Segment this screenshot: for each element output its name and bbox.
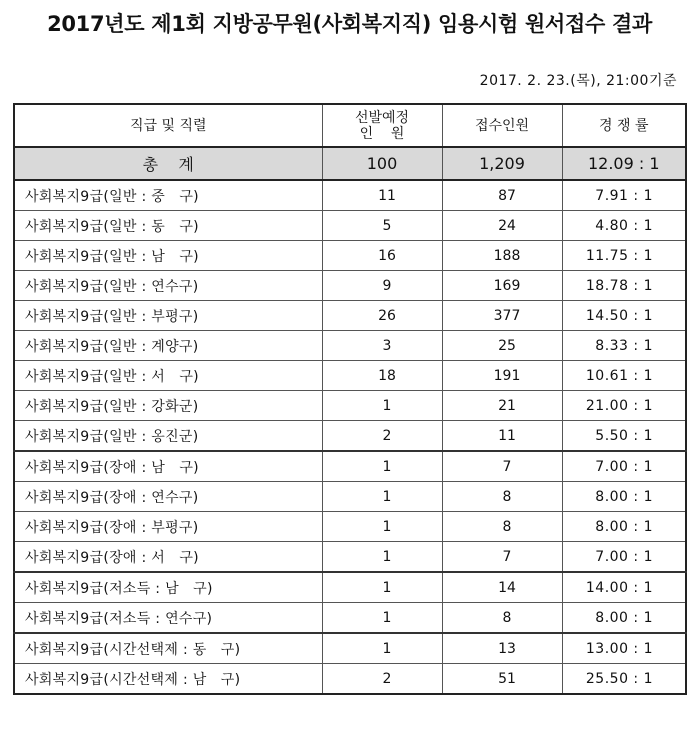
- table-row: [14, 271, 686, 301]
- row-rate: 14.50 : 1: [562, 301, 686, 331]
- table-row: [14, 331, 686, 361]
- row-position: 사회복지9급(일반 : 연수구): [14, 271, 322, 301]
- row-position: 사회복지9급(일반 : 강화군): [14, 391, 322, 421]
- row-rate: 8.00 : 1: [562, 482, 686, 512]
- row-quota: 5: [322, 211, 442, 241]
- row-applicants: 8: [442, 482, 562, 512]
- table-row: [14, 301, 686, 331]
- row-rate: 13.00 : 1: [562, 633, 686, 664]
- total-label: 총 계: [14, 147, 322, 180]
- row-applicants: 24: [442, 211, 562, 241]
- table-row: [14, 391, 686, 421]
- row-rate: 7.91 : 1: [562, 180, 686, 211]
- row-quota: 2: [322, 421, 442, 452]
- table-row: [14, 421, 686, 452]
- row-applicants: 377: [442, 301, 562, 331]
- table-row: [14, 361, 686, 391]
- header-quota-line1: 선발예정: [354, 109, 410, 126]
- row-quota: 16: [322, 241, 442, 271]
- table-row: [14, 633, 686, 664]
- data-rows: [14, 180, 686, 694]
- row-quota: 18: [322, 361, 442, 391]
- row-quota: 1: [322, 572, 442, 603]
- table-row: [14, 482, 686, 512]
- row-position: 사회복지9급(장애 : 서 구): [14, 542, 322, 573]
- row-position: 사회복지9급(저소득 : 남 구): [14, 572, 322, 603]
- row-quota: 1: [322, 482, 442, 512]
- row-quota: 2: [322, 664, 442, 695]
- row-quota: 11: [322, 180, 442, 211]
- total-quota: 100: [322, 147, 442, 180]
- row-applicants: 8: [442, 603, 562, 634]
- row-quota: 1: [322, 603, 442, 634]
- header-quota-line2: 인 원: [359, 125, 405, 142]
- row-quota: 9: [322, 271, 442, 301]
- row-position: 사회복지9급(일반 : 서 구): [14, 361, 322, 391]
- row-applicants: 14: [442, 572, 562, 603]
- row-position: 사회복지9급(시간선택제 : 동 구): [14, 633, 322, 664]
- row-rate: 4.80 : 1: [562, 211, 686, 241]
- table-row: [14, 180, 686, 211]
- row-applicants: 169: [442, 271, 562, 301]
- header-row: [14, 104, 686, 147]
- row-quota: 1: [322, 633, 442, 664]
- row-position: 사회복지9급(일반 : 동 구): [14, 211, 322, 241]
- header-quota: [322, 104, 442, 147]
- row-position: 사회복지9급(시간선택제 : 남 구): [14, 664, 322, 695]
- row-applicants: 7: [442, 542, 562, 573]
- reference-date: 2017. 2. 23.(목), 21:00기준: [479, 73, 677, 89]
- row-rate: 10.61 : 1: [562, 361, 686, 391]
- table-row: [14, 512, 686, 542]
- row-rate: 25.50 : 1: [562, 664, 686, 695]
- row-quota: 1: [322, 391, 442, 421]
- page-title: 2017년도 제1회 지방공무원(사회복지직) 임용시험 원서접수 결과: [47, 12, 652, 36]
- row-applicants: 25: [442, 331, 562, 361]
- row-applicants: 13: [442, 633, 562, 664]
- total-row: [14, 147, 686, 180]
- row-rate: 7.00 : 1: [562, 542, 686, 573]
- row-applicants: 51: [442, 664, 562, 695]
- total-applicants: 1,209: [442, 147, 562, 180]
- row-position: 사회복지9급(일반 : 남 구): [14, 241, 322, 271]
- row-rate: 8.33 : 1: [562, 331, 686, 361]
- row-quota: 1: [322, 451, 442, 482]
- row-applicants: 8: [442, 512, 562, 542]
- row-position: 사회복지9급(일반 : 계양구): [14, 331, 322, 361]
- row-applicants: 191: [442, 361, 562, 391]
- table-row: [14, 572, 686, 603]
- row-quota: 26: [322, 301, 442, 331]
- row-rate: 7.00 : 1: [562, 451, 686, 482]
- row-quota: 3: [322, 331, 442, 361]
- row-rate: 21.00 : 1: [562, 391, 686, 421]
- header-position: 직급 및 직렬: [14, 104, 322, 147]
- row-rate: 8.00 : 1: [562, 603, 686, 634]
- row-quota: 1: [322, 542, 442, 573]
- header-rate: 경 쟁 률: [562, 104, 686, 147]
- row-applicants: 87: [442, 180, 562, 211]
- table-row: [14, 451, 686, 482]
- table-row: [14, 603, 686, 634]
- row-position: 사회복지9급(일반 : 중 구): [14, 180, 322, 211]
- row-rate: 11.75 : 1: [562, 241, 686, 271]
- row-applicants: 7: [442, 451, 562, 482]
- table-row: [14, 211, 686, 241]
- row-rate: 5.50 : 1: [562, 421, 686, 452]
- row-position: 사회복지9급(장애 : 연수구): [14, 482, 322, 512]
- row-applicants: 21: [442, 391, 562, 421]
- table-row: [14, 542, 686, 573]
- row-position: 사회복지9급(일반 : 옹진군): [14, 421, 322, 452]
- row-position: 사회복지9급(장애 : 부평구): [14, 512, 322, 542]
- row-applicants: 11: [442, 421, 562, 452]
- row-rate: 8.00 : 1: [562, 512, 686, 542]
- row-rate: 18.78 : 1: [562, 271, 686, 301]
- table-row: [14, 241, 686, 271]
- table-row: [14, 664, 686, 695]
- results-table: [13, 103, 687, 695]
- total-rate: 12.09 : 1: [562, 147, 686, 180]
- header-applicants: 접수인원: [442, 104, 562, 147]
- row-quota: 1: [322, 512, 442, 542]
- row-rate: 14.00 : 1: [562, 572, 686, 603]
- row-position: 사회복지9급(저소득 : 연수구): [14, 603, 322, 634]
- row-position: 사회복지9급(장애 : 남 구): [14, 451, 322, 482]
- row-position: 사회복지9급(일반 : 부평구): [14, 301, 322, 331]
- row-applicants: 188: [442, 241, 562, 271]
